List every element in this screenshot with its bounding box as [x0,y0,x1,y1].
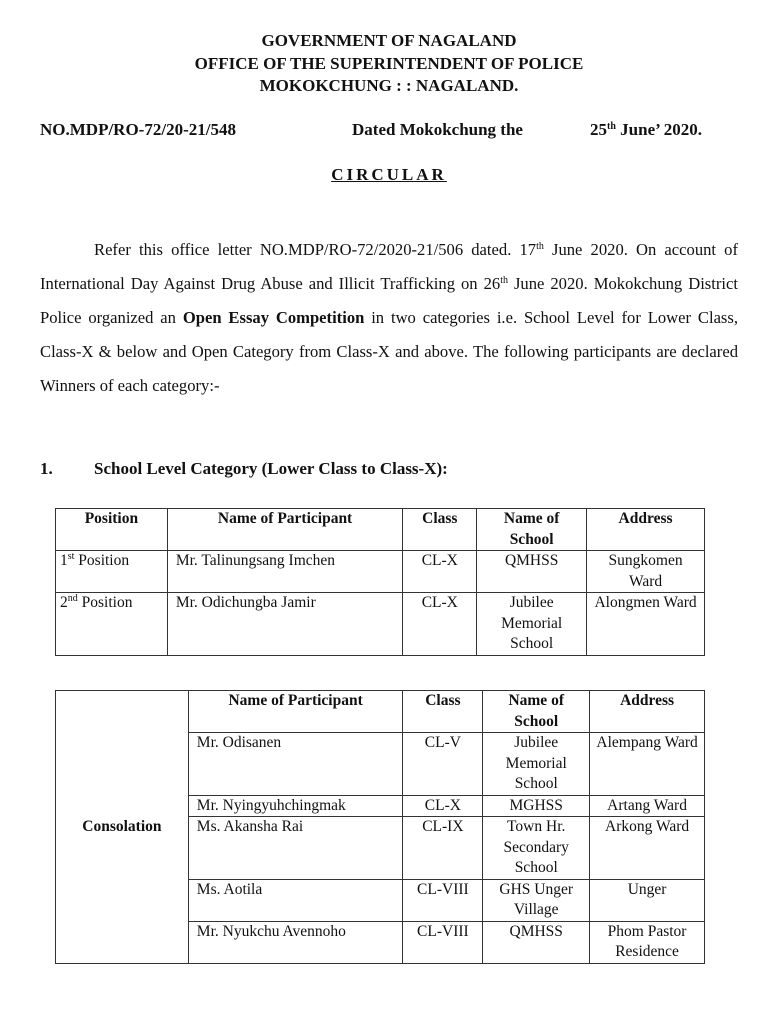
body-text-2: June 2020. On account of International Day Against Drug Abuse and Illicit Trafficking on 26 [40,240,738,293]
participant-name: Ms. Aotila [188,879,403,921]
position-label: Position [77,594,133,611]
header-school: Name of School [483,691,590,733]
position-suffix: nd [67,593,78,604]
participant-name: Mr. Nyingyuhchingmak [188,795,403,817]
participant-name: Mr. Nyukchu Avennoho [188,921,403,963]
winners-table [55,508,705,656]
header-school: Name of School [477,509,587,551]
participant-name: Mr. Talinungsang Imchen [167,551,403,593]
body-sup-1: th [536,241,544,252]
section-title: School Level Category (Lower Class to Class-X): [94,459,448,478]
table-row [56,551,705,593]
letterhead-location: MOKOKCHUNG : : NAGALAND. [259,76,519,95]
consolation-table [55,690,705,964]
header-position: Position [56,509,168,551]
body-text-3: June 2020. Mokokchung District Police organized an [40,274,738,327]
position-label: Position [74,552,130,569]
participant-class: CL-X [403,551,477,593]
issue-date [590,120,702,140]
participant-class: CL-IX [403,817,483,880]
letterhead [0,30,778,98]
body-paragraph [40,233,738,403]
position-cell [56,551,168,593]
participant-school: QMHSS [477,551,587,593]
date-day: 25 [590,120,607,139]
participant-address: Alempang Ward [590,733,705,796]
participant-school: Jubilee Memorial School [483,733,590,796]
participant-address: Unger [590,879,705,921]
participant-class: CL-X [403,795,483,817]
date-suffix: th [607,121,616,132]
participant-address: Artang Ward [590,795,705,817]
body-sup-2: th [500,275,508,286]
letterhead-government: GOVERNMENT OF NAGALAND [261,31,517,50]
table-header-row [56,509,705,551]
participant-school: QMHSS [483,921,590,963]
body-text-1: Refer this office letter NO.MDP/RO-72/2020-21/506 dated. 17 [94,240,537,259]
section-number: 1. [40,459,53,478]
document-title-text: CIRCULAR [331,165,447,184]
participant-address: Phom Pastor Residence [590,921,705,963]
competition-name: Open Essay Competition [182,308,365,327]
position-cell [56,593,168,656]
participant-class: CL-VIII [403,879,483,921]
participant-school: Jubilee Memorial School [477,593,587,656]
participant-school: Town Hr. Secondary School [483,817,590,880]
participant-class: CL-V [403,733,483,796]
participant-address: Arkong Ward [590,817,705,880]
body-text-4: in two categories i.e. School Level for Lower Class, Class-X & below and Open Category from Class-X and above. The following participants are declared Winners of each category:- [40,308,738,395]
header-name: Name of Participant [188,691,403,733]
date-month-year: June’ 2020. [620,120,703,139]
header-class: Class [403,691,483,733]
participant-class: CL-VIII [403,921,483,963]
participant-address: Alongmen Ward [587,593,705,656]
header-address: Address [587,509,705,551]
section-heading [40,459,448,479]
participant-name: Ms. Akansha Rai [188,817,403,880]
header-name: Name of Participant [167,509,403,551]
reference-number: NO.MDP/RO-72/20-21/548 [40,120,236,139]
participant-name: Mr. Odisanen [188,733,403,796]
position-number: 1 [60,552,68,569]
document-title [0,165,778,185]
table-row [56,593,705,656]
participant-address: Sungkomen Ward [587,551,705,593]
dated-label: Dated Mokokchung the [352,120,523,139]
header-address: Address [590,691,705,733]
consolation-label: Consolation [56,691,189,964]
header-class: Class [403,509,477,551]
position-number: 2 [60,594,68,611]
participant-class: CL-X [403,593,477,656]
letterhead-office: OFFICE OF THE SUPERINTENDENT OF POLICE [194,53,584,73]
position-suffix: st [67,551,75,562]
participant-school: MGHSS [483,795,590,817]
table-header-row [56,691,705,733]
participant-school: GHS Unger Village [483,879,590,921]
participant-name: Mr. Odichungba Jamir [167,593,403,656]
